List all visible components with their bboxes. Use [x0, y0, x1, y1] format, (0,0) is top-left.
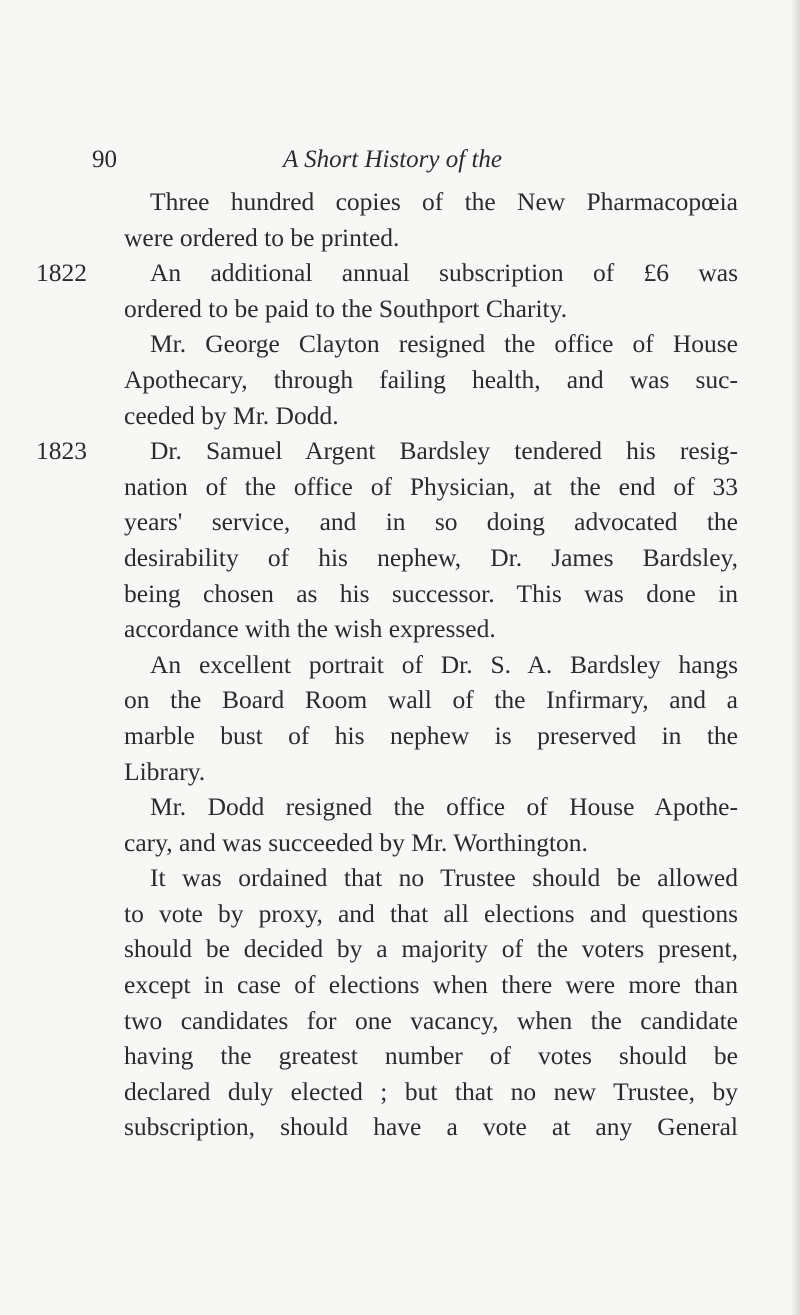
line-text: two candidates for one vacancy, when the candidate — [124, 1005, 738, 1035]
line-text: Library. — [124, 756, 206, 786]
text-line — [124, 1109, 738, 1145]
line-text: subscription, should have a vote at any General — [124, 1112, 738, 1142]
text-line — [124, 718, 738, 754]
text-line — [124, 1038, 738, 1074]
text-line — [124, 1074, 738, 1110]
text-line — [124, 860, 738, 896]
line-text: accordance with the wish expressed. — [124, 614, 496, 644]
text-line — [124, 576, 738, 612]
line-text: being chosen as his successor. This was done in — [124, 578, 738, 608]
page-edge-shadow — [792, 0, 800, 1315]
text-line — [124, 398, 738, 434]
text-line — [124, 682, 738, 718]
text-line — [124, 184, 738, 220]
line-text: Dr. Samuel Argent Bardsley tendered his resig- — [150, 436, 738, 466]
text-line — [124, 469, 738, 505]
text-line — [124, 326, 738, 362]
text-line — [124, 362, 738, 398]
line-text: ceeded by Mr. Dodd. — [124, 400, 339, 430]
text-line — [36, 433, 738, 469]
text-line — [124, 1003, 738, 1039]
line-text: ordered to be paid to the Southport Charity. — [124, 293, 568, 323]
line-text: Mr. Dodd resigned the office of House Apothe- — [150, 792, 738, 822]
line-text: An additional annual subscription of £6 was — [150, 258, 738, 288]
margin-year: 1823 — [36, 436, 87, 466]
body-text — [36, 184, 738, 1145]
line-text: Apothecary, through failing health, and was suc- — [124, 364, 738, 394]
text-line — [124, 611, 738, 647]
line-text: having the greatest number of votes should be — [124, 1041, 738, 1071]
text-line — [124, 220, 738, 256]
text-line — [124, 967, 738, 1003]
line-text: It was ordained that no Trustee should be allowed — [150, 863, 738, 893]
line-text: marble bust of his nephew is preserved in the — [124, 720, 738, 750]
line-text: should be decided by a majority of the voters present, — [124, 934, 738, 964]
text-line — [124, 540, 738, 576]
line-text: years' service, and in so doing advocated the — [124, 507, 738, 537]
text-line — [124, 504, 738, 540]
line-text: Three hundred copies of the New Pharmacopœia — [150, 187, 738, 216]
line-text: except in case of elections when there were more than — [124, 970, 738, 1000]
text-line — [124, 931, 738, 967]
text-line — [124, 647, 738, 683]
line-text: on the Board Room wall of the Infirmary, and a — [124, 685, 738, 715]
line-text: Mr. George Clayton resigned the office of House — [150, 329, 738, 359]
line-text: An excellent portrait of Dr. S. A. Bardsley hangs — [150, 649, 738, 679]
page-header — [0, 143, 800, 177]
text-line — [124, 291, 738, 327]
text-line — [124, 754, 738, 790]
line-text: cary, and was succeeded by Mr. Worthington. — [124, 827, 588, 857]
line-text: were ordered to be printed. — [124, 222, 400, 252]
text-line — [124, 789, 738, 825]
line-text: to vote by proxy, and that all elections and questions — [124, 898, 738, 928]
line-text: desirability of his nephew, Dr. James Bardsley, — [124, 542, 738, 572]
text-line — [36, 255, 738, 291]
text-line — [124, 896, 738, 932]
page-number: 90 — [92, 146, 117, 173]
line-text: declared duly elected ; but that no new Trustee, by — [124, 1076, 738, 1106]
line-text: nation of the office of Physician, at the end of 33 — [124, 471, 738, 501]
running-title: A Short History of the — [283, 146, 502, 173]
text-line — [124, 825, 738, 861]
margin-year: 1822 — [36, 258, 87, 288]
